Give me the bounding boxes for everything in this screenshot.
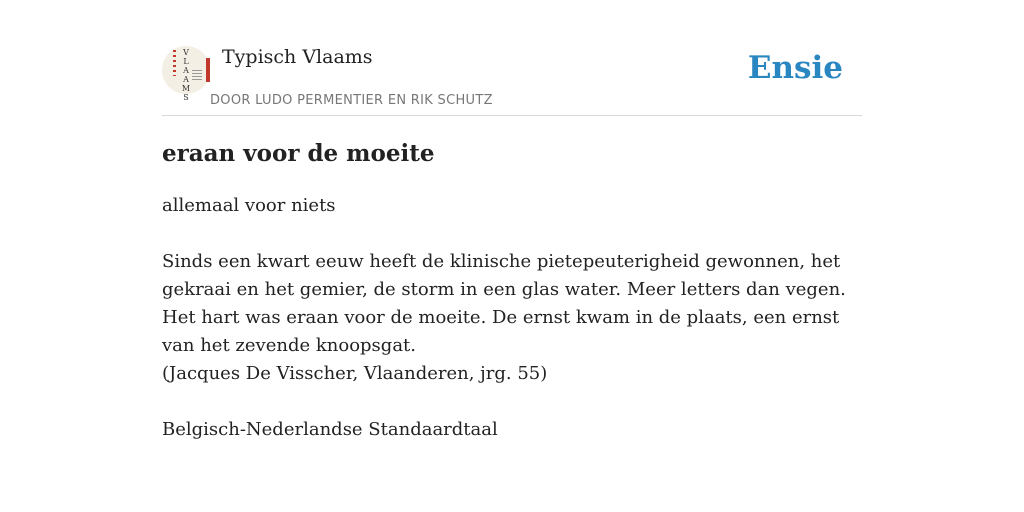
entry-quote: Sinds een kwart eeuw heeft de klinische pietepeuterigheid gewonnen, het gekraai en het gemier, de storm in een glas water. Meer letters dan vegen. Het hart was eraan voor de moeite. De ernst kwam in de plaats, een ernst van het zevende knoopsgat. bbox=[162, 251, 846, 356]
entry-source: (Jacques De Visscher, Vlaanderen, jrg. 55) bbox=[162, 363, 548, 384]
entry-body bbox=[162, 192, 852, 444]
book-logo[interactable] bbox=[162, 46, 210, 102]
site-title[interactable]: Typisch Vlaams bbox=[222, 46, 373, 68]
entry-category[interactable]: Belgisch-Nederlandse Standaardtaal bbox=[162, 419, 498, 440]
page-header bbox=[162, 46, 862, 116]
logo-lettering: VLAAMS bbox=[181, 48, 191, 102]
logo-red-stripes bbox=[173, 50, 176, 76]
authors-byline: DOOR LUDO PERMENTIER EN RIK SCHUTZ bbox=[210, 93, 493, 108]
entry-title: eraan voor de moeite bbox=[162, 140, 435, 167]
logo-fine-lines bbox=[192, 70, 202, 80]
brand-logo[interactable]: Ensie bbox=[747, 50, 843, 86]
entry-definition: allemaal voor niets bbox=[162, 195, 336, 216]
logo-red-edge bbox=[206, 58, 210, 82]
